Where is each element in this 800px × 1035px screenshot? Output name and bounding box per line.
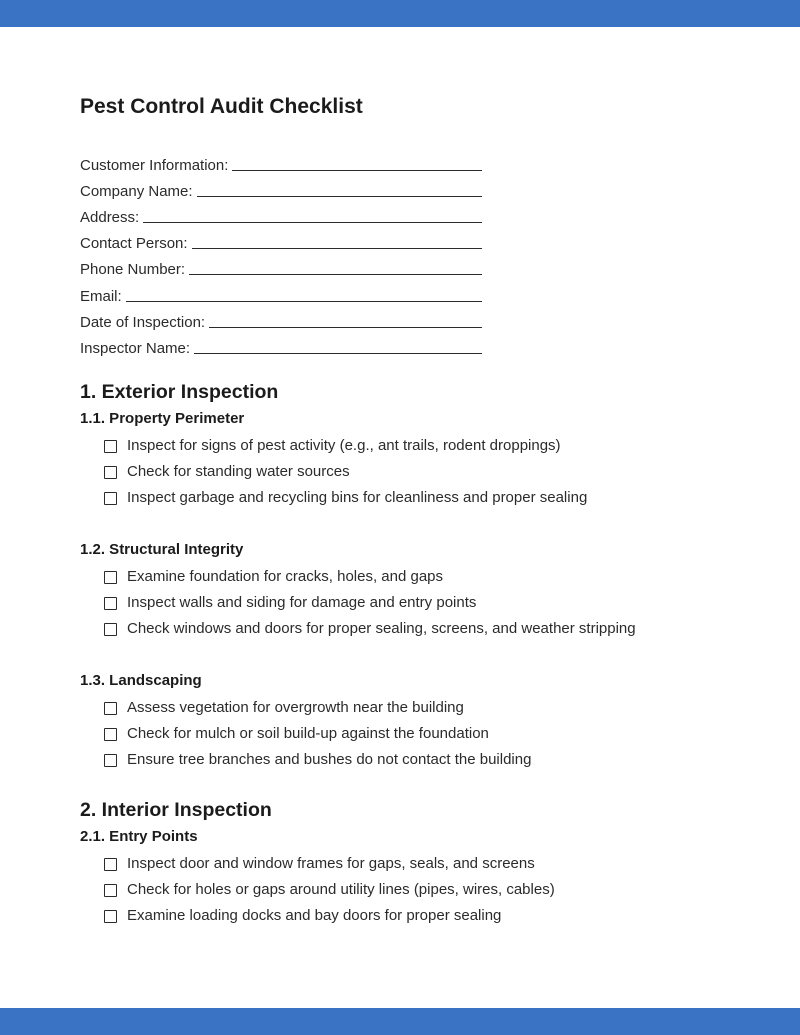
checkbox[interactable] bbox=[104, 571, 117, 584]
checklist-item bbox=[80, 590, 760, 616]
checklist bbox=[80, 695, 760, 773]
inspector-name-input-line[interactable] bbox=[194, 353, 482, 354]
page-title: Pest Control Audit Checklist bbox=[80, 95, 363, 118]
checklist-item-label: Check for mulch or soil build-up against the foundation bbox=[127, 725, 489, 743]
checklist bbox=[80, 564, 760, 642]
subsection-heading: 2.1. Entry Points bbox=[80, 828, 198, 845]
checklist-item-label: Inspect door and window frames for gaps, seals, and screens bbox=[127, 855, 535, 872]
date-of-inspection-input-line[interactable] bbox=[209, 327, 482, 328]
checklist bbox=[80, 851, 760, 929]
checkbox[interactable] bbox=[104, 858, 117, 871]
subsection-heading: 1.1. Property Perimeter bbox=[80, 410, 245, 427]
field-label: Date of Inspection: bbox=[80, 313, 206, 331]
field-email bbox=[80, 278, 482, 304]
checklist-item bbox=[80, 459, 760, 485]
checkbox[interactable] bbox=[104, 623, 117, 636]
section-heading: 1. Exterior Inspection bbox=[80, 381, 279, 403]
field-inspector-name bbox=[80, 331, 482, 357]
checklist-item-label: Assess vegetation for overgrowth near the building bbox=[127, 699, 464, 716]
customer-information-input-line[interactable] bbox=[232, 170, 482, 171]
section-exterior-inspection bbox=[80, 380, 760, 404]
checklist-item-label: Inspect garbage and recycling bins for cleanliness and proper sealing bbox=[127, 489, 588, 507]
checklist-item-label: Check windows and doors for proper sealing, screens, and weather stripping bbox=[127, 620, 636, 638]
checklist-item-label: Inspect walls and siding for damage and entry points bbox=[127, 594, 477, 612]
section-interior-inspection bbox=[80, 798, 760, 822]
checklist-item bbox=[80, 851, 760, 877]
checkbox[interactable] bbox=[104, 597, 117, 610]
company-name-input-line[interactable] bbox=[197, 196, 482, 197]
subsection-structural-integrity bbox=[80, 540, 760, 642]
field-company-name bbox=[80, 174, 482, 200]
checklist-item-label: Check for standing water sources bbox=[127, 463, 350, 481]
checklist-item bbox=[80, 485, 760, 511]
checklist-item-label: Inspect for signs of pest activity (e.g., ant trails, rodent droppings) bbox=[127, 437, 561, 454]
subsection-heading: 1.2. Structural Integrity bbox=[80, 541, 244, 558]
field-label: Customer Information: bbox=[80, 157, 229, 175]
email-input-line[interactable] bbox=[126, 301, 482, 302]
checklist-item bbox=[80, 877, 760, 903]
subsection-entry-points bbox=[80, 827, 760, 929]
checkbox[interactable] bbox=[104, 884, 117, 897]
checklist-item bbox=[80, 903, 760, 929]
field-label: Contact Person: bbox=[80, 235, 188, 253]
checklist-item bbox=[80, 433, 760, 459]
checkbox[interactable] bbox=[104, 910, 117, 923]
checklist-item-label: Examine loading docks and bay doors for proper sealing bbox=[127, 907, 502, 925]
field-date-of-inspection bbox=[80, 305, 482, 331]
contact-person-input-line[interactable] bbox=[192, 248, 482, 249]
field-label: Address: bbox=[80, 209, 140, 227]
checklist-item-label: Check for holes or gaps around utility lines (pipes, wires, cables) bbox=[127, 881, 555, 899]
field-label: Phone Number: bbox=[80, 261, 186, 279]
bottom-accent-bar bbox=[0, 1008, 800, 1035]
field-label: Email: bbox=[80, 287, 122, 305]
checkbox[interactable] bbox=[104, 466, 117, 479]
field-address bbox=[80, 200, 482, 226]
subsection-heading: 1.3. Landscaping bbox=[80, 672, 202, 689]
field-contact-person bbox=[80, 226, 482, 252]
field-label: Company Name: bbox=[80, 183, 193, 201]
checklist bbox=[80, 433, 760, 511]
subsection-property-perimeter bbox=[80, 409, 760, 511]
checklist-item bbox=[80, 721, 760, 747]
field-customer-information bbox=[80, 148, 482, 174]
field-phone-number bbox=[80, 252, 482, 278]
top-accent-bar bbox=[0, 0, 800, 27]
field-label: Inspector Name: bbox=[80, 339, 191, 357]
customer-info-form bbox=[80, 148, 482, 357]
phone-number-input-line[interactable] bbox=[189, 274, 482, 275]
checklist-item-label: Examine foundation for cracks, holes, and gaps bbox=[127, 568, 444, 585]
section-heading: 2. Interior Inspection bbox=[80, 799, 272, 821]
checklist-item bbox=[80, 616, 760, 642]
checkbox[interactable] bbox=[104, 440, 117, 453]
checklist-item bbox=[80, 564, 760, 590]
address-input-line[interactable] bbox=[143, 222, 482, 223]
checkbox[interactable] bbox=[104, 754, 117, 767]
checkbox[interactable] bbox=[104, 702, 117, 715]
subsection-landscaping bbox=[80, 671, 760, 773]
checklist-item bbox=[80, 747, 760, 773]
checklist-item bbox=[80, 695, 760, 721]
checklist-item-label: Ensure tree branches and bushes do not contact the building bbox=[127, 751, 532, 769]
checkbox[interactable] bbox=[104, 728, 117, 741]
checkbox[interactable] bbox=[104, 492, 117, 505]
